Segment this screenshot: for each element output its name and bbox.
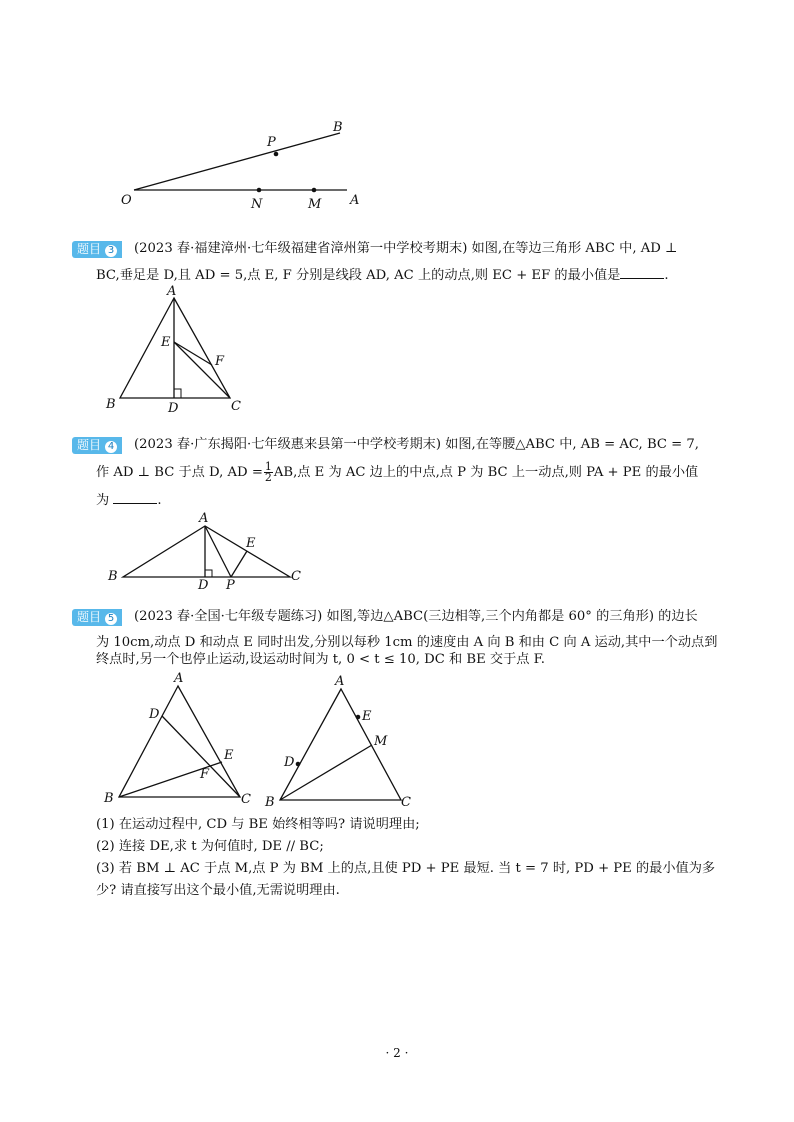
q5a-label-A: A [174, 671, 184, 686]
q3-label-F: F [215, 354, 225, 369]
fig1-label-A: A [350, 193, 360, 208]
q5-subquestion-3a: (3) 若 BM ⊥ AC 于点 M,点 P 为 BM 上的点,且使 PD + PE 最短. 当 t = 7 时, PD + PE 的最小值为多 [96, 861, 716, 876]
q4-number: 4 [104, 440, 118, 454]
q4-text-line2: 作 AD ⊥ BC 于点 D, AD = $\frac{1}{2}$ AB,点 E 为 AC 边上的中点,点 P 为 BC 上一动点,则 PA + PE 的最小值 [96, 460, 699, 484]
fig1-label-M: M [308, 197, 322, 212]
q4-label-D: D [198, 578, 209, 593]
page-number: · 2 · [385, 1046, 409, 1060]
q5a-label-C: C [241, 792, 251, 807]
fig1-label-B: B [333, 120, 343, 135]
q3-text-line1: (2023 春·福建漳州·七年级福建省漳州第一中学校考期末) 如图,在等边三角形 ABC 中, AD ⊥ [134, 241, 678, 256]
q5-subquestion-3b: 少? 请直接写出这个最小值,无需说明理由. [96, 883, 340, 898]
q4-label-E: E [246, 536, 256, 551]
q5-number: 5 [104, 612, 118, 626]
q3-label-C: C [231, 399, 241, 414]
q5a-label-E: E [224, 748, 234, 763]
fig1-label-N: N [251, 197, 263, 212]
q4-label-C: C [291, 569, 301, 584]
q4-fraction: $\frac{1}{2}$ [264, 460, 272, 484]
q5-text-line1: (2023 春·全国·七年级专题练习) 如图,等边△ABC(三边相等,三个内角都是 60° 的三角形) 的边长 [134, 609, 698, 624]
q4-text-line3: 为 . [96, 493, 162, 508]
q4-label-P: P [226, 578, 235, 593]
q5b-label-M: M [374, 734, 388, 749]
q4-label-A: A [199, 511, 209, 526]
q3-number: 3 [104, 244, 118, 258]
fig1-label-P: P [267, 135, 276, 150]
q5-subquestion-2: (2) 连接 DE,求 t 为何值时, DE // BC; [96, 839, 324, 854]
q5-tag: 题目 5 [72, 609, 122, 626]
q3-label-E: E [161, 335, 171, 350]
q3-label-A: A [167, 284, 177, 299]
q4-tag: 题目 4 [72, 437, 122, 454]
q5b-label-A: A [335, 674, 345, 689]
q5b-label-D: D [284, 755, 295, 770]
q4-label-B: B [108, 569, 118, 584]
q4-text-line1: (2023 春·广东揭阳·七年级惠来县第一中学校考期末) 如图,在等腰△ABC 中, AB = AC, BC = 7, [134, 437, 699, 452]
q5a-label-F: F [200, 767, 210, 782]
fig1-label-O: O [121, 193, 132, 208]
q5a-label-D: D [149, 707, 160, 722]
q3-label-B: B [106, 397, 116, 412]
q3-label-D: D [168, 401, 179, 416]
q5b-label-E: E [362, 709, 372, 724]
q3-tag: 题目 3 [72, 241, 122, 258]
q5b-label-C: C [401, 795, 411, 810]
q3-text-line2: BC,垂足是 D,且 AD = 5,点 E, F 分别是线段 AD, AC 上的动点,则 EC + EF 的最小值是 . [96, 268, 669, 283]
q5a-label-B: B [104, 791, 114, 806]
q5-text-line2: 为 10cm,动点 D 和动点 E 同时出发,分别以每秒 1cm 的速度由 A 向 B 和由 C 向 A 运动,其中一个动点到 [96, 635, 718, 650]
q5b-label-B: B [265, 795, 275, 810]
q5-text-line3: 终点时,另一个也停止运动,设运动时间为 t, 0 < t ≤ 10, DC 和 BE 交于点 F. [96, 652, 545, 667]
q5-subquestion-1: (1) 在运动过程中, CD 与 BE 始终相等吗? 请说明理由; [96, 817, 420, 832]
